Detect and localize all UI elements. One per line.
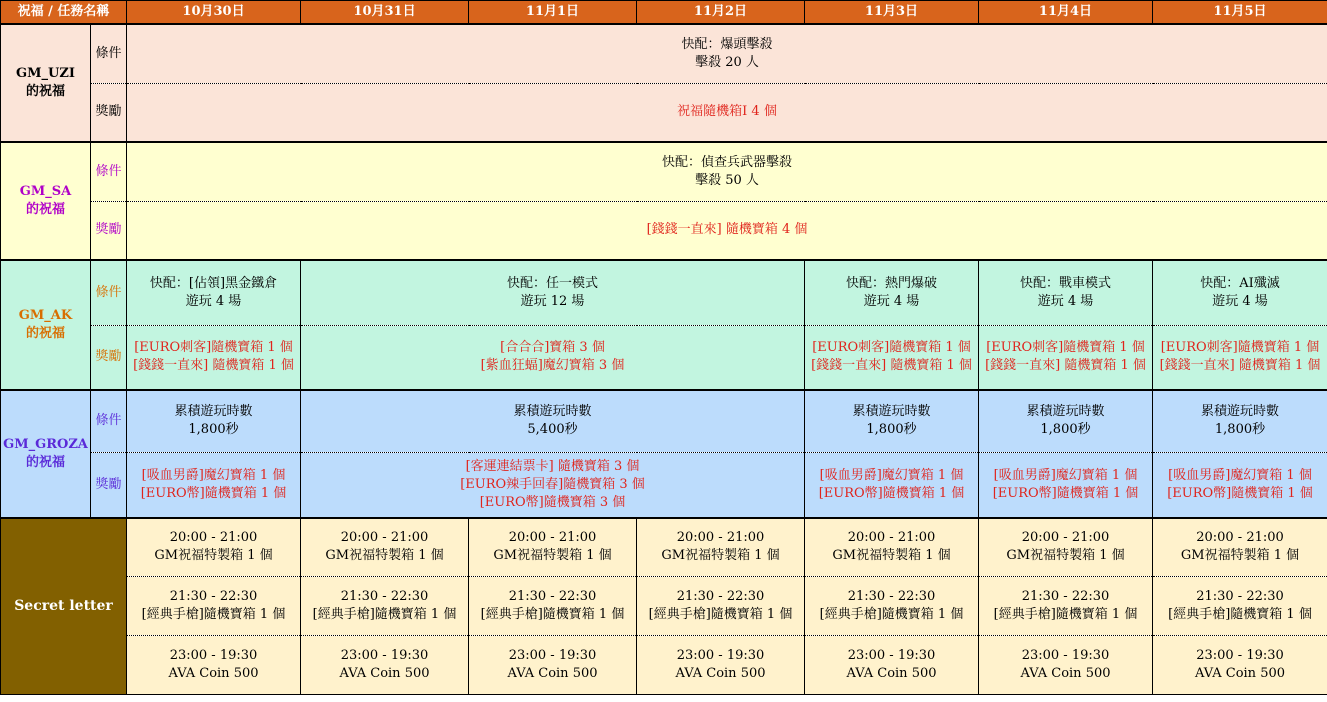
secret-slot-cell: 21:30 - 22:30 [經典手槍]隨機寶箱 1 個 [805,576,979,635]
secret-letter-label: Secret letter [1,518,127,694]
secret-slot-cell: 21:30 - 22:30 [經典手槍]隨機寶箱 1 個 [1153,576,1327,635]
ak-condition-cell: 快配：熱門爆破 遊玩 4 場 [805,260,979,325]
secret-slot-cell: 20:00 - 21:00 GM祝福特製箱 1 個 [469,518,637,576]
groza-condition-cell: 累積遊玩時數 5,400秒 [301,390,805,452]
condition-label: 條件 [91,260,127,325]
ak-condition-row [1,260,1327,325]
header-row [1,1,1327,25]
secret-slot-cell: 20:00 - 21:00 GM祝福特製箱 1 個 [127,518,301,576]
sa-reward: [錢錢一直來] 隨機寶箱 4 個 [127,201,1327,260]
condition-label: 條件 [91,24,127,83]
date-header: 11月3日 [805,1,979,25]
secret-slot-cell: 20:00 - 21:00 GM祝福特製箱 1 個 [301,518,469,576]
uzi-reward-row [1,83,1327,142]
groza-condition-row [1,390,1327,452]
ak-condition-cell: 快配：AI殲滅 遊玩 4 場 [1153,260,1327,325]
groza-reward-cell: [吸血男爵]魔幻寶箱 1 個 [EURO幣]隨機寶箱 1 個 [127,452,301,518]
reward-label: 獎勵 [91,452,127,518]
secret-slot-cell: 23:00 - 19:30 AVA Coin 500 [301,635,469,694]
ak-reward-cell: [EURO刺客]隨機寶箱 1 個 [錢錢一直來] 隨機寶箱 1 個 [1153,325,1327,390]
groza-group-label: GM_GROZA 的祝福 [1,390,91,518]
secret-slot-cell: 20:00 - 21:00 GM祝福特製箱 1 個 [1153,518,1327,576]
uzi-condition-row [1,24,1327,83]
sa-reward-row [1,201,1327,260]
groza-reward-cell: [吸血男爵]魔幻寶箱 1 個 [EURO幣]隨機寶箱 1 個 [979,452,1153,518]
secret-slot-cell: 23:00 - 19:30 AVA Coin 500 [1153,635,1327,694]
secret-slot-cell: 23:00 - 19:30 AVA Coin 500 [979,635,1153,694]
date-header: 11月2日 [637,1,805,25]
secret-slot-cell: 23:00 - 19:30 AVA Coin 500 [805,635,979,694]
secret-slot-cell: 23:00 - 19:30 AVA Coin 500 [127,635,301,694]
sa-condition: 快配：偵查兵武器擊殺 擊殺 50 人 [127,142,1327,201]
secret-slot-cell: 20:00 - 21:00 GM祝福特製箱 1 個 [637,518,805,576]
reward-label: 獎勵 [91,83,127,142]
uzi-condition: 快配：爆頭擊殺 擊殺 20 人 [127,24,1327,83]
date-header: 11月4日 [979,1,1153,25]
uzi-reward: 祝福隨機箱I 4 個 [127,83,1327,142]
reward-label: 獎勵 [91,325,127,390]
groza-condition-cell: 累積遊玩時數 1,800秒 [127,390,301,452]
date-header: 11月1日 [469,1,637,25]
secret-slot-cell: 21:30 - 22:30 [經典手槍]隨機寶箱 1 個 [301,576,469,635]
secret-row-3 [1,635,1327,694]
ak-condition-cell: 快配：任一模式 遊玩 12 場 [301,260,805,325]
condition-label: 條件 [91,390,127,452]
secret-slot-cell: 23:00 - 19:30 AVA Coin 500 [637,635,805,694]
groza-reward-cell: [吸血男爵]魔幻寶箱 1 個 [EURO幣]隨機寶箱 1 個 [1153,452,1327,518]
groza-condition-cell: 累積遊玩時數 1,800秒 [1153,390,1327,452]
header-corner: 祝福 / 任務名稱 [1,1,127,25]
secret-slot-cell: 20:00 - 21:00 GM祝福特製箱 1 個 [979,518,1153,576]
secret-slot-cell: 23:00 - 19:30 AVA Coin 500 [469,635,637,694]
secret-slot-cell: 21:30 - 22:30 [經典手槍]隨機寶箱 1 個 [637,576,805,635]
condition-label: 條件 [91,142,127,201]
groza-reward-cell: [客運連結票卡] 隨機寶箱 3 個 [EURO辣手回春]隨機寶箱 3 個 [EURO幣]隨機寶箱 3 個 [301,452,805,518]
ak-reward-cell: [合合合]寶箱 3 個 [紫血狂蝠]魔幻寶箱 3 個 [301,325,805,390]
groza-condition-cell: 累積遊玩時數 1,800秒 [979,390,1153,452]
secret-row-2 [1,576,1327,635]
secret-slot-cell: 21:30 - 22:30 [經典手槍]隨機寶箱 1 個 [979,576,1153,635]
groza-reward-row [1,452,1327,518]
sa-condition-row [1,142,1327,201]
groza-reward-cell: [吸血男爵]魔幻寶箱 1 個 [EURO幣]隨機寶箱 1 個 [805,452,979,518]
ak-condition-cell: 快配：[佔領]黑金鐵倉 遊玩 4 場 [127,260,301,325]
sa-group-label: GM_SA 的祝福 [1,142,91,260]
ak-reward-cell: [EURO刺客]隨機寶箱 1 個 [錢錢一直來] 隨機寶箱 1 個 [127,325,301,390]
ak-condition-cell: 快配：戰車模式 遊玩 4 場 [979,260,1153,325]
ak-group-label: GM_AK 的祝福 [1,260,91,390]
date-header: 10月31日 [301,1,469,25]
secret-slot-cell: 21:30 - 22:30 [經典手槍]隨機寶箱 1 個 [469,576,637,635]
groza-condition-cell: 累積遊玩時數 1,800秒 [805,390,979,452]
secret-slot-cell: 20:00 - 21:00 GM祝福特製箱 1 個 [805,518,979,576]
secret-row-1 [1,518,1327,576]
ak-reward-cell: [EURO刺客]隨機寶箱 1 個 [錢錢一直來] 隨機寶箱 1 個 [979,325,1153,390]
ak-reward-cell: [EURO刺客]隨機寶箱 1 個 [錢錢一直來] 隨機寶箱 1 個 [805,325,979,390]
date-header: 10月30日 [127,1,301,25]
date-header: 11月5日 [1153,1,1327,25]
ak-reward-row [1,325,1327,390]
reward-label: 獎勵 [91,201,127,260]
secret-slot-cell: 21:30 - 22:30 [經典手槍]隨機寶箱 1 個 [127,576,301,635]
uzi-group-label: GM_UZI 的祝福 [1,24,91,142]
